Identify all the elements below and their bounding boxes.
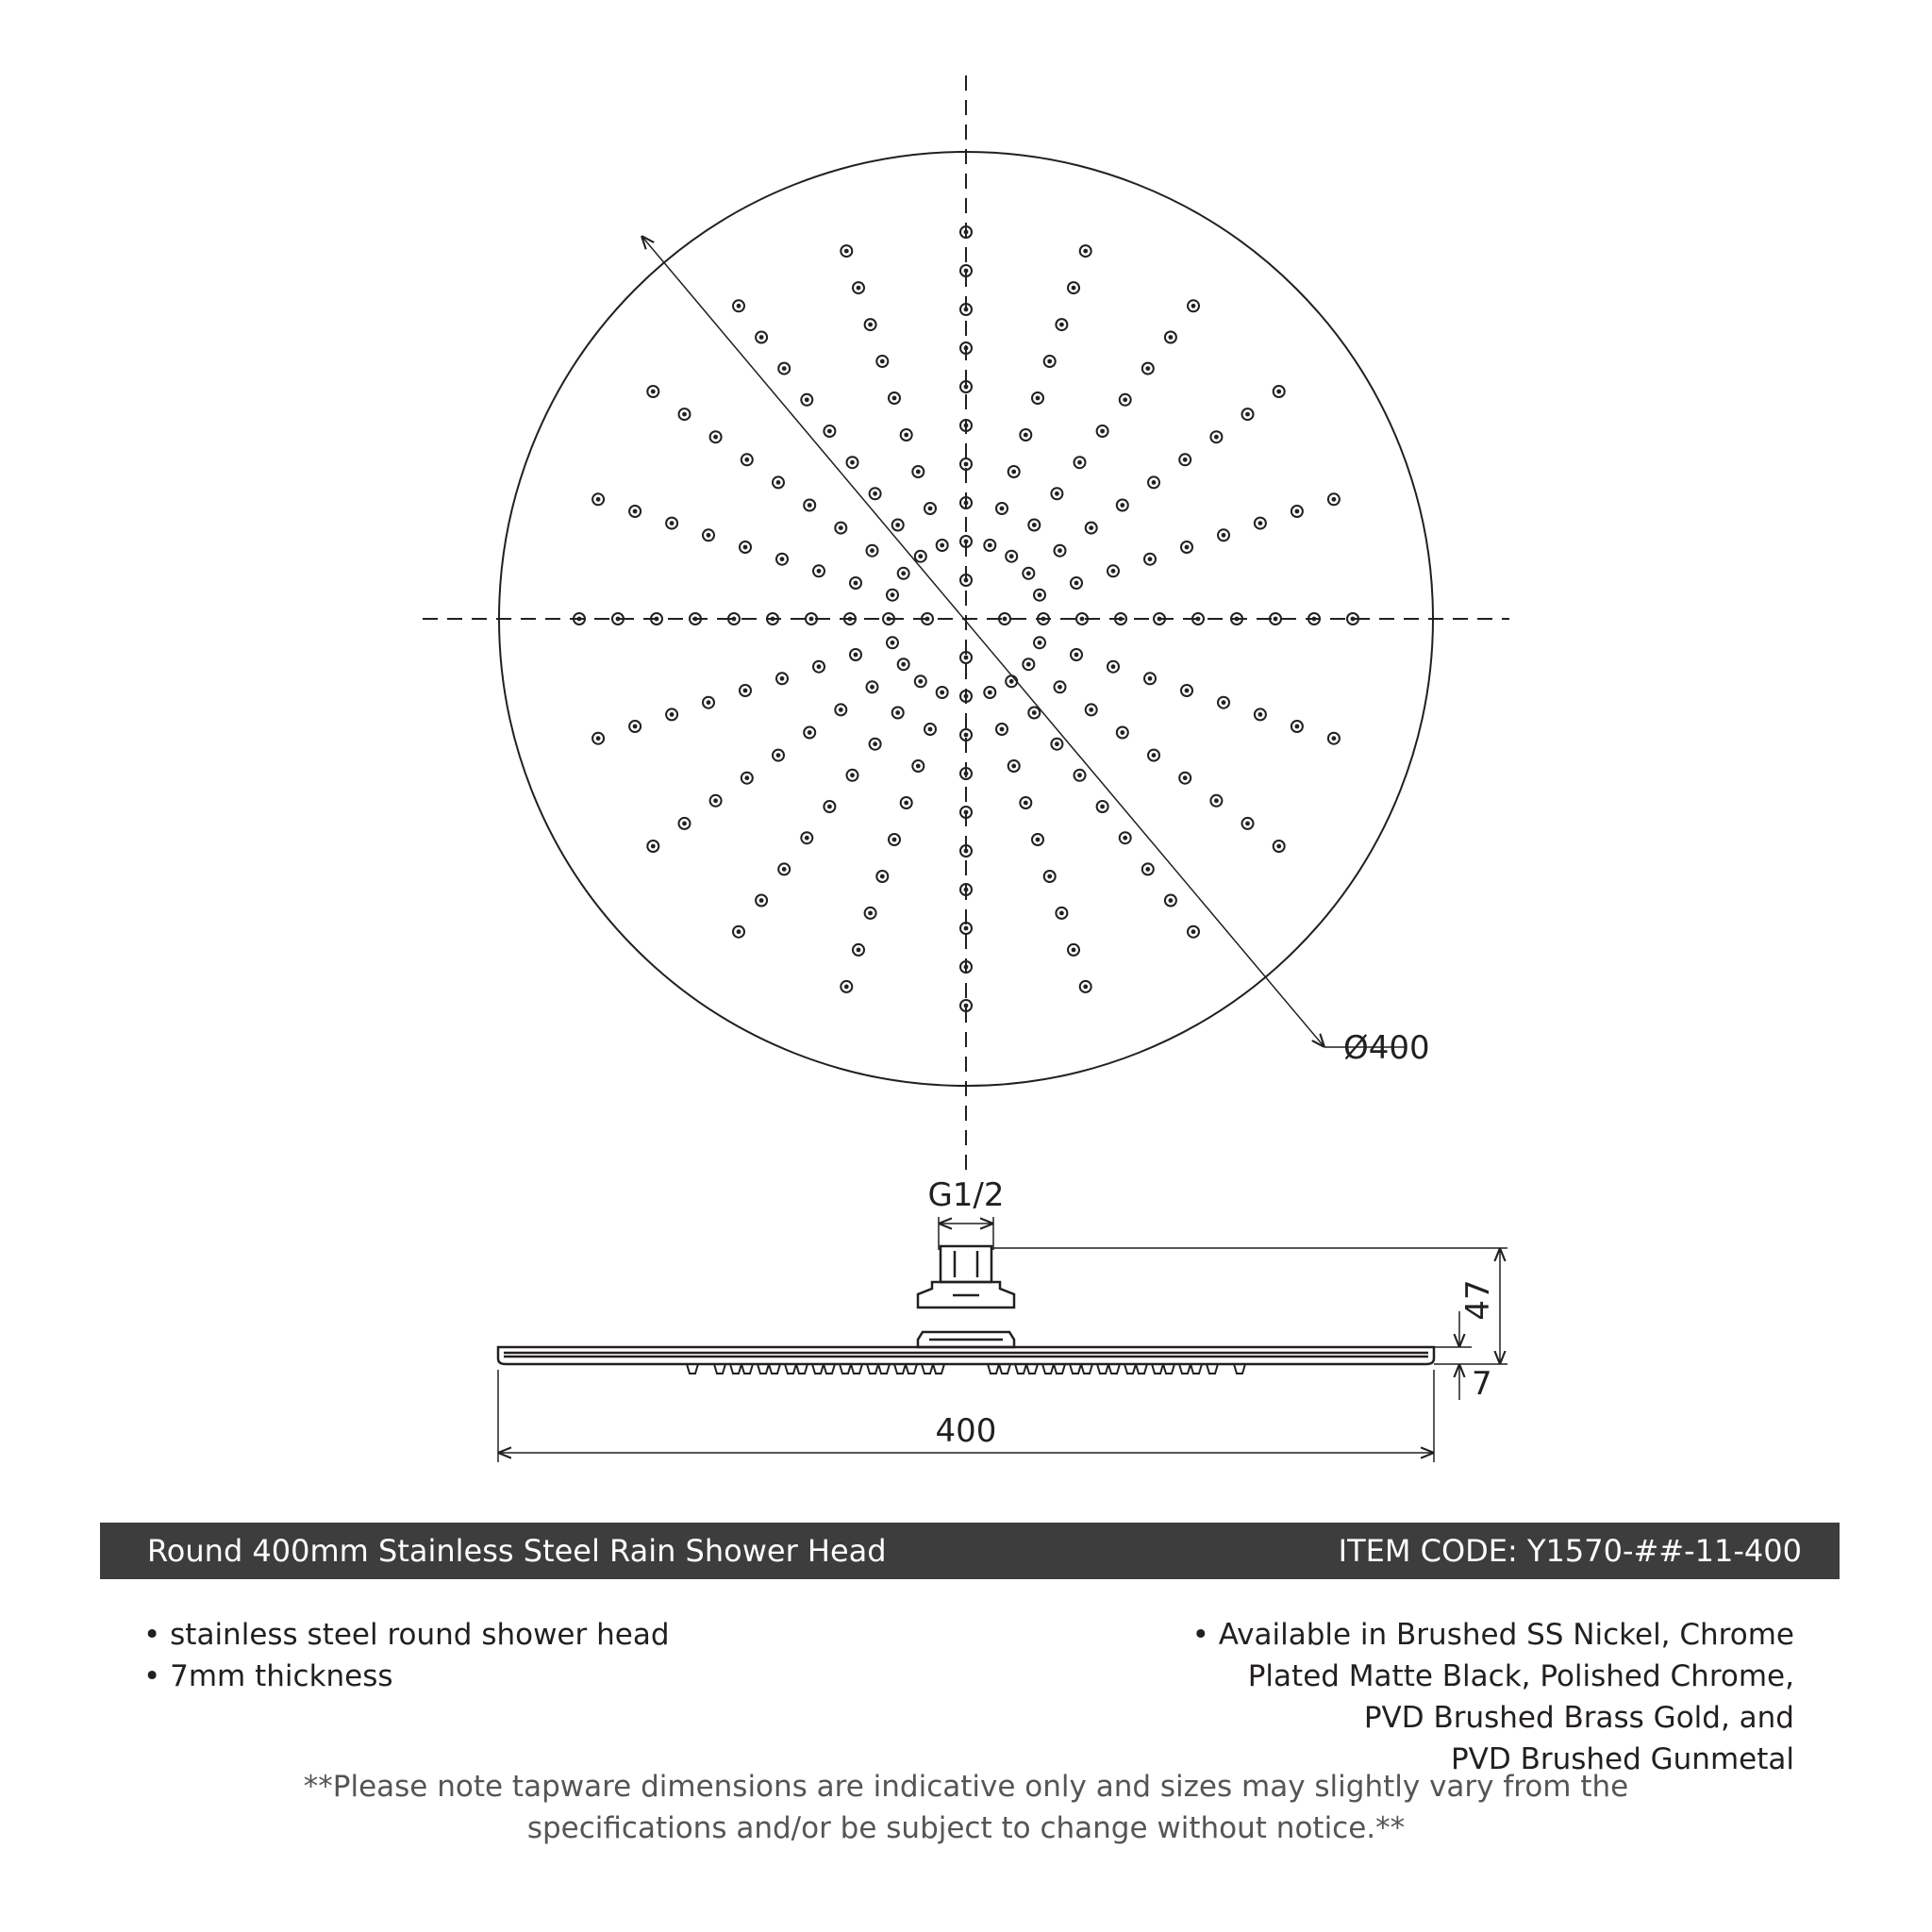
nozzle-dot-center <box>743 689 748 693</box>
side-nozzle-tooth <box>988 1364 999 1374</box>
nozzle-dot-center <box>771 617 775 622</box>
side-nozzle-tooth <box>922 1364 933 1374</box>
nozzle-dot-center <box>1258 712 1263 717</box>
nozzle-dot-center <box>964 694 969 699</box>
nozzle-dot-center <box>901 571 906 575</box>
nozzle-dot-center <box>1245 412 1250 417</box>
nozzle-dot-center <box>1009 554 1014 558</box>
side-nozzle-tooth <box>1015 1364 1026 1374</box>
nozzle-dot-center <box>1191 304 1196 308</box>
side-nozzle-tooth <box>687 1364 698 1374</box>
nozzle-dot-center <box>1074 581 1079 586</box>
nozzle-dot-center <box>880 874 885 879</box>
nozzle-dot-center <box>1295 724 1300 729</box>
nozzle-dot-center <box>1222 533 1226 538</box>
features-left-list <box>143 1614 670 1697</box>
nozzle-dot-center <box>1274 617 1278 622</box>
nozzle-dot-center <box>1214 435 1219 440</box>
nozzle-dot-center <box>1123 397 1127 402</box>
side-nozzle-tooth <box>906 1364 917 1374</box>
side-nozzle-teeth <box>687 1364 1245 1374</box>
side-nozzle-tooth <box>1207 1364 1218 1374</box>
nozzle-dot-center <box>1083 249 1088 254</box>
nozzle-dot-center <box>850 773 855 777</box>
nozzle-dot-center <box>782 366 787 371</box>
nozzle-dot-center <box>759 335 764 340</box>
side-nozzle-tooth <box>741 1364 753 1374</box>
side-nozzle-tooth <box>785 1364 796 1374</box>
side-nozzle-tooth <box>1070 1364 1081 1374</box>
nozzle-dot-center <box>1009 679 1014 684</box>
nozzle-dot-center <box>743 545 748 550</box>
nozzle-dot-center <box>964 772 969 776</box>
nozzle-dot-center <box>1145 867 1150 872</box>
finish-options-line: Plated Matte Black, Polished Chrome, <box>1247 1659 1794 1693</box>
nozzle-dot-center <box>1152 753 1157 758</box>
nozzle-dot-center <box>873 491 877 496</box>
nozzle-dot-center <box>780 557 785 561</box>
nozzle-dot-center <box>1024 433 1028 438</box>
nozzle-dot-center <box>1169 335 1174 340</box>
nozzle-dot-center <box>1089 708 1093 712</box>
item-code: ITEM CODE: Y1570-##-11-400 <box>1338 1533 1802 1569</box>
nozzle-dot-center <box>1047 359 1052 364</box>
nozzle-dot-center <box>848 617 853 622</box>
nozzle-dot-center <box>1245 822 1250 826</box>
side-nozzle-tooth <box>1081 1364 1092 1374</box>
side-nozzle-tooth <box>1234 1364 1245 1374</box>
side-nozzle-tooth <box>1163 1364 1174 1374</box>
nozzle-dot-center <box>1276 390 1281 394</box>
nozzle-dot-center <box>809 617 814 622</box>
nozzle-dot-center <box>904 801 908 806</box>
nozzle-dot-center <box>776 480 781 485</box>
nozzle-dot-center <box>964 269 969 274</box>
nozzle-dot-center <box>940 691 944 695</box>
nozzle-dot-center <box>827 805 832 809</box>
nozzle-dot-center <box>857 948 861 953</box>
nozzle-dot-center <box>964 308 969 312</box>
side-nozzle-tooth <box>730 1364 741 1374</box>
nozzle-dot-center <box>1036 396 1041 401</box>
nozzle-dot-center <box>670 712 675 717</box>
finish-options-line: PVD Brushed Gunmetal <box>1450 1742 1794 1776</box>
nozzle-dot-center <box>964 849 969 854</box>
nozzle-dot-center <box>1185 545 1190 550</box>
side-nozzle-tooth <box>999 1364 1010 1374</box>
nozzle-dot-center <box>854 653 858 658</box>
side-nozzle-tooth <box>1191 1364 1202 1374</box>
nozzle-dot-center <box>928 507 933 511</box>
side-nozzle-tooth <box>1136 1364 1147 1374</box>
nozzle-dot-center <box>964 733 969 738</box>
nozzle-dot-center <box>707 533 711 538</box>
nozzle-dot-center <box>880 359 885 364</box>
nozzle-dot-center <box>1145 366 1150 371</box>
height-47-label: 47 <box>1459 1279 1497 1321</box>
nozzle-dot-center <box>805 397 809 402</box>
nozzle-dot-center <box>964 540 969 544</box>
nozzle-dot-center <box>1089 525 1093 530</box>
features-right-list <box>1192 1614 1794 1780</box>
width-400-label: 400 <box>935 1412 997 1450</box>
nozzle-dot-center <box>1111 664 1116 669</box>
nozzle-dot-center <box>1295 509 1300 514</box>
nozzle-dot-center <box>1072 286 1076 291</box>
nozzle-dot-center <box>744 775 749 780</box>
side-nozzle-tooth <box>933 1364 944 1374</box>
nozzle-dot-center <box>892 838 897 842</box>
side-nozzle-tooth <box>796 1364 808 1374</box>
side-nozzle-tooth <box>851 1364 862 1374</box>
nozzle-dot-center <box>651 390 656 394</box>
nozzle-dot-center <box>1083 985 1088 990</box>
nozzle-dot-center <box>1100 429 1105 434</box>
nozzle-dot-center <box>633 509 638 514</box>
nozzle-dot-center <box>633 724 638 729</box>
nozzle-dot-center <box>964 501 969 506</box>
nozzle-dot-center <box>1158 617 1162 622</box>
nozzle-dot-center <box>844 985 849 990</box>
nozzle-dot-center <box>1024 801 1028 806</box>
nozzle-dot-center <box>737 304 741 308</box>
nozzle-dot-center <box>1036 838 1041 842</box>
nozzle-dot-center <box>1080 617 1085 622</box>
nozzle-dot-center <box>1148 557 1153 561</box>
nozzle-dot-center <box>1351 617 1356 622</box>
nozzle-dot-center <box>1038 641 1042 645</box>
nozzle-dot-center <box>964 578 969 583</box>
side-nozzle-tooth <box>714 1364 725 1374</box>
nozzle-dot-center <box>887 617 891 622</box>
disclaimer-line: **Please note tapware dimensions are indicative only and sizes may slightly vary from the <box>303 1770 1629 1804</box>
nozzle-dot-center <box>1077 773 1082 777</box>
nozzle-dot-center <box>850 460 855 465</box>
nozzle-dot-center <box>596 736 601 741</box>
nozzle-dot-center <box>891 641 895 645</box>
side-nozzle-tooth <box>1042 1364 1054 1374</box>
nozzle-dot-center <box>1026 662 1031 667</box>
nozzle-dot-center <box>844 249 849 254</box>
nozzle-dot-center <box>895 523 900 527</box>
side-nozzle-tooth <box>1108 1364 1120 1374</box>
nozzle-dot-center <box>839 525 843 530</box>
nozzle-dot-center <box>817 569 822 574</box>
nozzle-dot-center <box>782 867 787 872</box>
nozzle-dot-center <box>964 810 969 815</box>
nozzle-dot-center <box>964 888 969 892</box>
feature-item: • 7mm thickness <box>143 1659 393 1693</box>
nozzle-dot-center <box>1077 460 1082 465</box>
thread-size-label: G1/2 <box>927 1176 1005 1214</box>
nozzle-dot-center <box>744 458 749 462</box>
nozzle-dot-center <box>1214 798 1219 803</box>
nozzle-dot-center <box>577 617 582 622</box>
side-nozzle-tooth <box>867 1364 878 1374</box>
side-nozzle-tooth <box>1152 1364 1163 1374</box>
nozzle-dot-center <box>1059 911 1064 916</box>
feature-item: • stainless steel round shower head <box>143 1618 670 1652</box>
top-view <box>423 75 1509 1177</box>
nozzle-dot-center <box>1123 836 1127 841</box>
nozzle-dot-center <box>1196 617 1201 622</box>
nozzle-dot-center <box>964 1004 969 1008</box>
nozzle-dot-center <box>1148 676 1153 681</box>
nozzle-dot-center <box>1072 948 1076 953</box>
nozzle-dot-center <box>1258 521 1263 525</box>
nozzle-dot-center <box>964 424 969 428</box>
nozzle-dot-center <box>1183 775 1188 780</box>
title-bar <box>100 1523 1840 1579</box>
nozzle-dot-center <box>904 433 908 438</box>
nozzle-dot-center <box>655 617 659 622</box>
nozzle-dot-center <box>964 965 969 970</box>
nozzle-dot-center <box>1047 874 1052 879</box>
side-nozzle-tooth <box>1179 1364 1191 1374</box>
nozzle-dot-center <box>857 286 861 291</box>
nozzle-dot-center <box>1032 710 1037 715</box>
side-nozzle-tooth <box>1054 1364 1065 1374</box>
nozzle-dot-center <box>1120 730 1124 735</box>
nozzle-dot-center <box>1026 571 1031 575</box>
finish-options-line: PVD Brushed Brass Gold, and <box>1363 1701 1794 1735</box>
product-title: Round 400mm Stainless Steel Rain Shower Head <box>147 1533 887 1569</box>
nozzle-dot-center <box>1003 617 1008 622</box>
nozzle-dot-center <box>868 911 873 916</box>
nozzle-dot-center <box>707 700 711 705</box>
side-nozzle-tooth <box>758 1364 769 1374</box>
nozzle-dot-center <box>918 554 923 558</box>
nozzle-dot-center <box>817 664 822 669</box>
nozzle-dot-center <box>964 926 969 931</box>
nozzle-dot-center <box>1276 844 1281 849</box>
nozzle-dot-center <box>616 617 621 622</box>
nozzle-dot-center <box>868 323 873 327</box>
nozzle-dot-center <box>901 662 906 667</box>
thickness-7-label: 7 <box>1472 1365 1492 1403</box>
nozzle-dot-center <box>854 581 858 586</box>
nozzle-dot-center <box>1058 685 1062 690</box>
nozzle-dot-center <box>596 497 601 502</box>
nozzle-dot-center <box>713 798 718 803</box>
nozzle-dot-center <box>682 412 687 417</box>
nozzle-dot-center <box>940 543 944 548</box>
nozzle-dot-center <box>1119 617 1124 622</box>
nozzle-dot-center <box>1000 507 1005 511</box>
threaded-inlet-connector <box>918 1246 1014 1347</box>
side-nozzle-tooth <box>1124 1364 1136 1374</box>
nozzle-dot-center <box>827 429 832 434</box>
nozzle-dot-center <box>1185 689 1190 693</box>
nozzle-dot-center <box>1312 617 1317 622</box>
nozzle-dot-center <box>895 710 900 715</box>
nozzle-dot-center <box>928 727 933 732</box>
nozzle-dot-center <box>1100 805 1105 809</box>
nozzle-dot-center <box>1191 929 1196 934</box>
nozzle-dot-center <box>1032 523 1037 527</box>
nozzle-dot-center <box>713 435 718 440</box>
nozzle-dot-center <box>1011 764 1016 769</box>
nozzle-dot-center <box>776 753 781 758</box>
nozzle-dot-center <box>1111 569 1116 574</box>
side-nozzle-tooth <box>1026 1364 1038 1374</box>
nozzle-dot-center <box>1055 491 1059 496</box>
nozzle-dot-center <box>870 685 874 690</box>
nozzle-dot-center <box>1169 898 1174 903</box>
side-view <box>498 1176 1507 1462</box>
nozzle-dot-center <box>1152 480 1157 485</box>
nozzle-dot-center <box>1011 470 1016 475</box>
nozzle-dot-center <box>693 617 698 622</box>
nozzle-dot-center <box>1120 503 1124 508</box>
nozzle-dot-center <box>682 822 687 826</box>
nozzle-dot-center <box>759 898 764 903</box>
nozzle-dot-center <box>892 396 897 401</box>
side-nozzle-tooth <box>1097 1364 1108 1374</box>
disclaimer <box>0 1766 1932 1849</box>
nozzle-dot-center <box>873 741 877 746</box>
nozzle-dot-center <box>1074 653 1079 658</box>
nozzle-dot-center <box>1183 458 1188 462</box>
nozzle-dot-center <box>988 543 992 548</box>
nozzle-dot-center <box>964 385 969 390</box>
nozzle-dot-center <box>964 656 969 660</box>
nozzle-dot-center <box>891 592 895 597</box>
nozzle-dot-center <box>1038 592 1042 597</box>
diameter-label: Ø400 <box>1343 1029 1430 1067</box>
nozzle-dot-center <box>805 836 809 841</box>
nozzle-dot-center <box>808 730 812 735</box>
nozzle-dot-center <box>925 617 930 622</box>
nozzle-dot-center <box>808 503 812 508</box>
side-nozzle-tooth <box>840 1364 851 1374</box>
side-nozzle-tooth <box>878 1364 890 1374</box>
nozzle-dot-center <box>839 708 843 712</box>
nozzle-dot-center <box>918 679 923 684</box>
nozzle-dot-center <box>1058 548 1062 553</box>
nozzle-dot-center <box>916 764 921 769</box>
nozzle-dot-center <box>964 230 969 235</box>
nozzle-dot-center <box>1055 741 1059 746</box>
side-nozzle-tooth <box>894 1364 906 1374</box>
nozzle-dot-center <box>1059 323 1064 327</box>
nozzle-dot-center <box>1222 700 1226 705</box>
nozzle-dot-center <box>916 470 921 475</box>
disclaimer-line: specifications and/or be subject to change without notice.** <box>526 1811 1406 1845</box>
diameter-dimension-line <box>641 236 1324 1047</box>
finish-options-line: • Available in Brushed SS Nickel, Chrome <box>1191 1618 1794 1652</box>
nozzle-dot-center <box>780 676 785 681</box>
nozzle-dot-center <box>737 929 741 934</box>
nozzle-dot-center <box>988 691 992 695</box>
nozzle-dot-center <box>651 844 656 849</box>
side-nozzle-tooth <box>769 1364 780 1374</box>
side-nozzle-tooth <box>824 1364 835 1374</box>
nozzle-dot-center <box>1000 727 1005 732</box>
side-nozzle-tooth <box>812 1364 824 1374</box>
nozzle-dot-center <box>1332 497 1337 502</box>
nozzle-dot-center <box>732 617 737 622</box>
shower-plate-profile <box>498 1347 1434 1364</box>
nozzle-dot-center <box>964 462 969 467</box>
nozzle-dot-center <box>1041 617 1046 622</box>
nozzle-dot-center <box>870 548 874 553</box>
nozzle-dot-center <box>1235 617 1240 622</box>
nozzle-dot-center <box>670 521 675 525</box>
nozzle-dot-center <box>1332 736 1337 741</box>
nozzle-dot-center <box>964 346 969 351</box>
